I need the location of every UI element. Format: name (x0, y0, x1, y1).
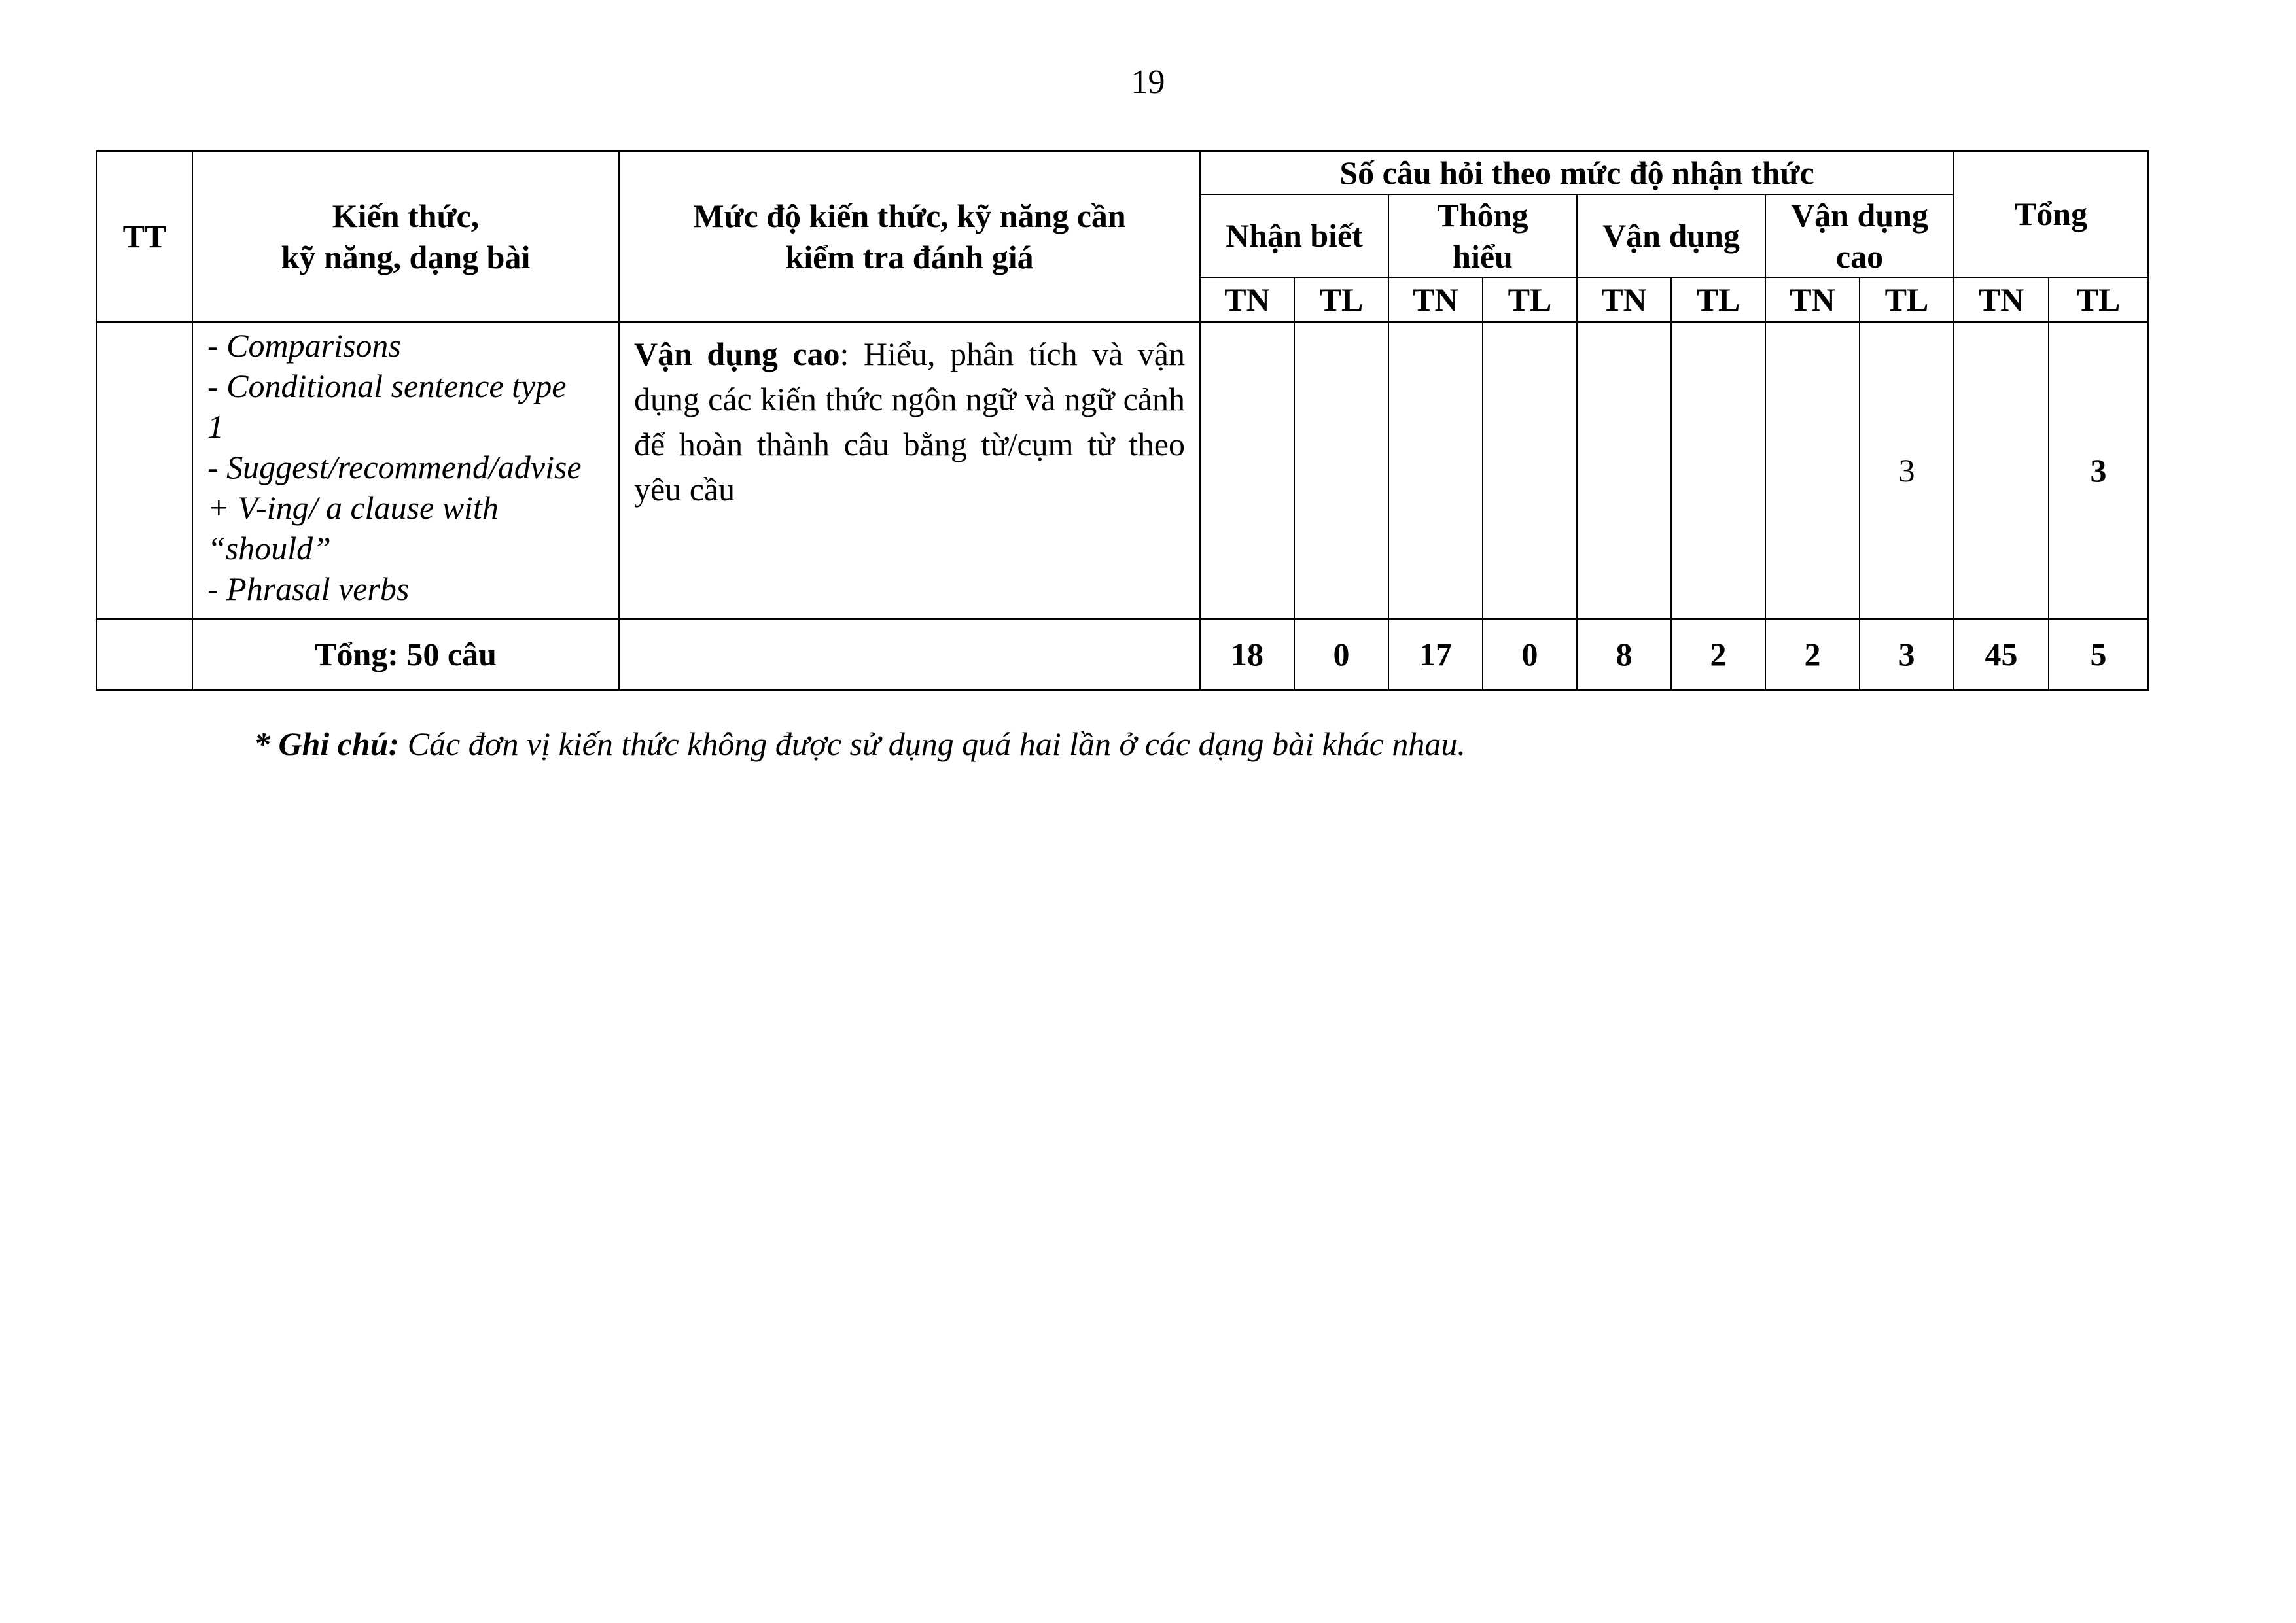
content-value (1200, 322, 1294, 619)
total-value: 8 (1577, 619, 1671, 690)
content-tt (97, 322, 192, 619)
header-question-count: Số câu hỏi theo mức độ nhận thức (1200, 151, 1954, 194)
knowledge-line: - Suggest/recommend/advise (207, 449, 582, 485)
footnote (254, 725, 1466, 763)
total-value: 45 (1954, 619, 2049, 690)
knowledge-line: “should” (207, 530, 331, 567)
header-knowledge-line2: kỹ năng, dạng bài (281, 238, 531, 275)
content-level (619, 322, 1200, 619)
knowledge-line: + V-ing/ a clause with (207, 489, 499, 526)
content-value (1671, 322, 1765, 619)
header-knowledge (192, 151, 619, 322)
level-label: Vận dụng cao (634, 336, 840, 372)
header-high-application-line1: Vận dụng (1791, 197, 1928, 234)
content-total-tl: 3 (2049, 322, 2148, 619)
header-level-line2: kiểm tra đánh giá (785, 238, 1034, 275)
total-value: 2 (1671, 619, 1765, 690)
total-row (97, 619, 2148, 690)
total-label: Tổng: 50 câu (192, 619, 619, 690)
header-understanding-line2: hiểu (1453, 237, 1513, 275)
knowledge-line: - Phrasal verbs (207, 570, 410, 607)
content-value (1388, 322, 1483, 619)
total-value: 0 (1294, 619, 1388, 690)
header-recognition: Nhận biết (1200, 194, 1388, 277)
header-knowledge-line1: Kiến thức, (332, 198, 480, 234)
header-tn: TN (1577, 277, 1671, 322)
header-tl: TL (1671, 277, 1765, 322)
header-tl: TL (1294, 277, 1388, 322)
header-tn: TN (1200, 277, 1294, 322)
content-knowledge (192, 322, 619, 619)
content-value (1577, 322, 1671, 619)
header-high-application (1765, 194, 1954, 277)
total-value: 3 (1860, 619, 1954, 690)
header-tn: TN (1388, 277, 1483, 322)
knowledge-line: 1 (207, 408, 224, 445)
total-value: 2 (1765, 619, 1860, 690)
knowledge-line: - Comparisons (207, 327, 401, 364)
header-application: Vận dụng (1577, 194, 1765, 277)
content-value (1483, 322, 1577, 619)
header-total: Tổng (1954, 151, 2148, 277)
header-tl: TL (1860, 277, 1954, 322)
knowledge-line: - Conditional sentence type (207, 368, 567, 404)
level-text: : Hiểu, phân tích và vận dụng các kiến thức ngôn ngữ và ngữ cảnh để hoàn thành câu bằng từ/cụm từ theo yêu cầu (634, 336, 1185, 508)
header-tl: TL (1483, 277, 1577, 322)
header-level (619, 151, 1200, 322)
total-value: 18 (1200, 619, 1294, 690)
content-row (97, 322, 2148, 619)
total-tt (97, 619, 192, 690)
header-level-line1: Mức độ kiến thức, kỹ năng cần (693, 198, 1126, 234)
header-tn: TN (1954, 277, 2049, 322)
total-value: 5 (2049, 619, 2148, 690)
footnote-text: Các đơn vị kiến thức không được sử dụng quá hai lần ở các dạng bài khác nhau. (399, 725, 1466, 762)
total-value: 0 (1483, 619, 1577, 690)
header-understanding-line1: Thông (1437, 197, 1528, 234)
header-tl: TL (2049, 277, 2148, 322)
content-value: 3 (1860, 322, 1954, 619)
total-level (619, 619, 1200, 690)
header-tt: TT (97, 151, 192, 322)
header-high-application-line2: cao (1835, 237, 1884, 275)
footnote-label: * Ghi chú: (254, 725, 400, 762)
total-value: 17 (1388, 619, 1483, 690)
content-total-tn (1954, 322, 2049, 619)
content-value (1765, 322, 1860, 619)
header-tn: TN (1765, 277, 1860, 322)
content-value (1294, 322, 1388, 619)
header-understanding (1388, 194, 1577, 277)
header-row-1 (97, 151, 2148, 194)
assessment-matrix-table (96, 150, 2149, 691)
page-number: 19 (1131, 63, 1165, 101)
